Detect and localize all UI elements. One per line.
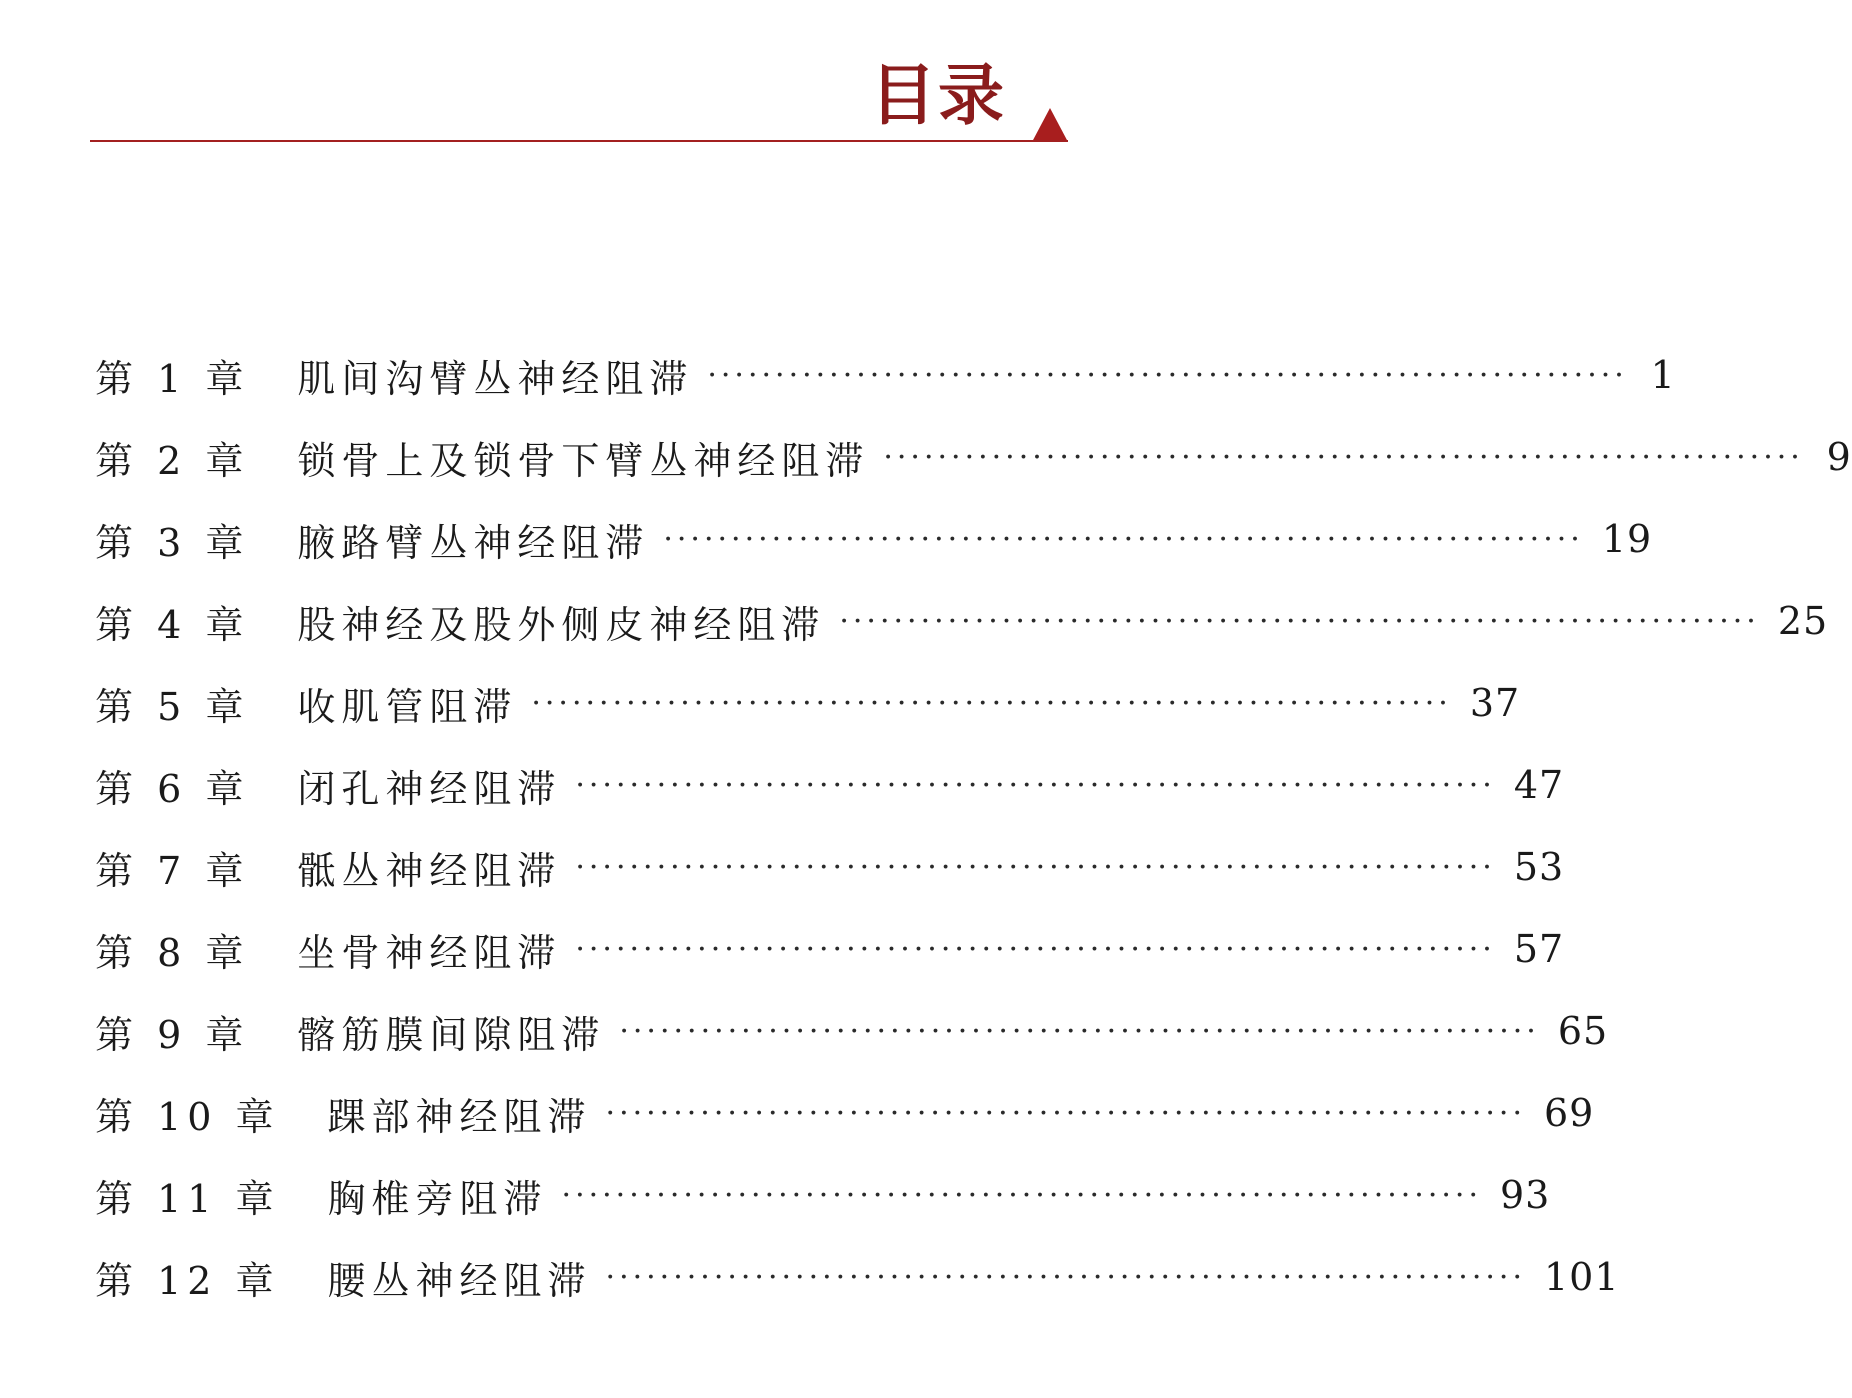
- dot-leader: ····································································: [883, 439, 1804, 475]
- chapter-label: 第 12 章: [95, 1258, 280, 1303]
- chapter-title[interactable]: 收肌管阻滞: [297, 684, 518, 729]
- toc-entry-10[interactable]: [95, 1072, 1595, 1154]
- page-number[interactable]: 65: [1557, 1009, 1609, 1053]
- toc-list: [95, 334, 1852, 1318]
- header-rule: [90, 140, 1068, 142]
- chapter-label: 第 6 章: [95, 766, 250, 811]
- dot-leader: ····································································: [663, 521, 1584, 557]
- page-number[interactable]: 25: [1777, 599, 1829, 643]
- dot-leader: ····································································: [707, 357, 1628, 393]
- chapter-title[interactable]: 腰丛神经阻滞: [327, 1258, 592, 1303]
- chapter-label: 第 10 章: [95, 1094, 280, 1139]
- toc-entry-9[interactable]: [95, 990, 1609, 1072]
- chapter-title[interactable]: 闭孔神经阻滞: [297, 766, 562, 811]
- triangle-marker-icon: [1032, 108, 1068, 142]
- dot-leader: ····································································: [839, 603, 1760, 639]
- chapter-title[interactable]: 踝部神经阻滞: [327, 1094, 592, 1139]
- page-number[interactable]: 37: [1469, 681, 1521, 725]
- page-number[interactable]: 53: [1513, 845, 1565, 889]
- page-number[interactable]: 19: [1601, 517, 1653, 561]
- toc-entry-6[interactable]: [95, 744, 1565, 826]
- page-title: 目录: [870, 57, 1006, 134]
- chapter-label: 第 5 章: [95, 684, 250, 729]
- dot-leader: ····································································: [531, 685, 1452, 721]
- chapter-title[interactable]: 胸椎旁阻滞: [327, 1176, 548, 1221]
- dot-leader: ····································································: [561, 1177, 1482, 1213]
- page-number[interactable]: 47: [1513, 763, 1565, 807]
- chapter-label: 第 2 章: [95, 438, 250, 483]
- page-number[interactable]: 101: [1544, 1255, 1620, 1299]
- chapter-label: 第 11 章: [95, 1176, 280, 1221]
- toc-entry-4[interactable]: [95, 580, 1829, 662]
- chapter-title[interactable]: 髂筋膜间隙阻滞: [297, 1012, 606, 1057]
- toc-entry-11[interactable]: [95, 1154, 1551, 1236]
- dot-leader: ····································································: [575, 849, 1496, 885]
- toc-entry-5[interactable]: [95, 662, 1521, 744]
- page-number[interactable]: 57: [1513, 927, 1565, 971]
- dot-leader: ····································································: [605, 1259, 1526, 1295]
- toc-entry-1[interactable]: [95, 334, 1676, 416]
- chapter-title[interactable]: 腋路臂丛神经阻滞: [297, 520, 650, 565]
- chapter-label: 第 9 章: [95, 1012, 250, 1057]
- chapter-title[interactable]: 锁骨上及锁骨下臂丛神经阻滞: [297, 438, 870, 483]
- chapter-title[interactable]: 肌间沟臂丛神经阻滞: [297, 356, 694, 401]
- page-number[interactable]: 69: [1544, 1091, 1595, 1135]
- dot-leader: ····································································: [575, 767, 1496, 803]
- page-number[interactable]: 1: [1650, 353, 1676, 397]
- toc-entry-12[interactable]: [95, 1236, 1620, 1318]
- dot-leader: ····································································: [605, 1095, 1526, 1131]
- toc-header: [0, 0, 1200, 150]
- chapter-label: 第 1 章: [95, 356, 250, 401]
- page-number[interactable]: 9: [1826, 435, 1852, 479]
- chapter-label: 第 3 章: [95, 520, 250, 565]
- chapter-label: 第 8 章: [95, 930, 250, 975]
- toc-entry-8[interactable]: [95, 908, 1565, 990]
- toc-entry-7[interactable]: [95, 826, 1565, 908]
- chapter-title[interactable]: 骶丛神经阻滞: [297, 848, 562, 893]
- toc-entry-2[interactable]: [95, 416, 1852, 498]
- chapter-title[interactable]: 坐骨神经阻滞: [297, 930, 562, 975]
- chapter-title[interactable]: 股神经及股外侧皮神经阻滞: [297, 602, 826, 647]
- chapter-label: 第 4 章: [95, 602, 250, 647]
- chapter-label: 第 7 章: [95, 848, 250, 893]
- dot-leader: ····································································: [575, 931, 1496, 967]
- page-number[interactable]: 93: [1500, 1173, 1551, 1217]
- toc-entry-3[interactable]: [95, 498, 1653, 580]
- dot-leader: ····································································: [619, 1013, 1540, 1049]
